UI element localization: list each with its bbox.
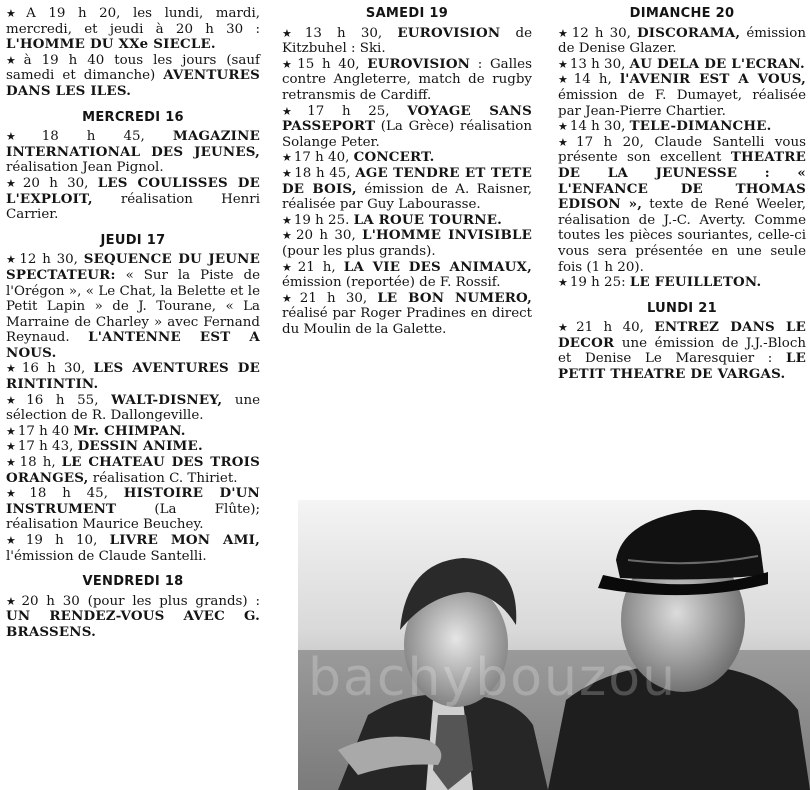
listing-entry: ★ 21 h 40, ENTREZ DANS LE DECOR une émission de J.J.-Bloch et Denise Le Maresquier : LE PETIT THEATRE DE VARGAS.: [558, 319, 806, 383]
star-icon: ★: [6, 53, 22, 67]
listing-entry: ★ 20 h 30, L'HOMME INVISIBLE (pour les plus grands).: [282, 227, 532, 259]
program-title: UN RENDEZ-VOUS AVEC G. BRASSENS.: [6, 608, 260, 640]
column-3: [558, 6, 806, 383]
listing-entry: ★ 15 h 40, EUROVISION : Galles contre Angleterre, match de rugby retransmis de Cardiff.: [282, 55, 532, 103]
star-icon: ★: [6, 7, 25, 20]
day-heading-dimanche: DIMANCHE 20: [629, 6, 735, 21]
listing-entry: ★ 20 h 30, LES COULISSES DE L'EXPLOIT, réalisation Henri Carrier.: [6, 174, 260, 223]
day-heading-jeudi: JEUDI 17: [100, 232, 166, 248]
star-icon: ★: [558, 26, 570, 40]
day-heading-mercredi: MERCREDI 16: [82, 109, 184, 125]
listing-entry: ★ A 19 h 20, les lundi, mardi, mercredi, et jeudi à 20 h 30 : L'HOMME DU XXe SIECLE.: [6, 6, 260, 53]
listing-entry: ★ 13 h 30, AU DELA DE L'ECRAN.: [558, 55, 805, 72]
listing-entry: ★ 14 h 30, TELE-DIMANCHE.: [558, 118, 772, 135]
program-title: THEATRE DE LA JEUNESSE : « L'ENFANCE DE THOMAS EDISON »,: [558, 149, 806, 213]
star-icon: ★: [282, 260, 296, 274]
program-title: LA VIE DES ANIMAUX,: [343, 258, 532, 275]
star-icon: ★: [6, 424, 16, 438]
program-title: LE CHATEAU DES TROIS ORANGES,: [6, 454, 260, 486]
program-title: WALT-DISNEY,: [111, 391, 223, 408]
star-icon: ★: [558, 135, 575, 149]
program-title: TELE-DIMANCHE.: [629, 118, 772, 135]
star-icon: ★: [282, 57, 296, 71]
star-icon: ★: [282, 104, 306, 118]
star-icon: ★: [282, 26, 303, 40]
program-title: LES AVENTURES DE RINTINTIN.: [6, 360, 260, 393]
listing-entry: ★ 18 h 45, MAGAZINE INTERNATIONAL DES JEUNES, réalisation Jean Pignol.: [6, 128, 260, 176]
star-icon: ★: [558, 120, 568, 134]
star-icon: ★: [6, 130, 40, 144]
program-title: ENTREZ DANS LE DECOR: [558, 319, 806, 351]
listing-entry: ★ 12 h 30, DISCORAMA, émission de Denise Glazer.: [558, 24, 806, 57]
photo-illustration: [298, 500, 810, 790]
star-icon: ★: [6, 440, 16, 454]
program-title: Mr. CHIMPAN.: [73, 422, 186, 439]
program-title: L'HOMME DU XXe SIECLE.: [6, 36, 216, 53]
program-title: LE BON NUMERO,: [377, 289, 532, 306]
star-icon: ★: [6, 594, 20, 608]
program-title: HISTOIRE D'UN INSTRUMENT: [6, 485, 260, 517]
day-heading-samedi: SAMEDI 19: [365, 6, 449, 21]
program-title: AVENTURES DANS LES ILES.: [6, 67, 260, 99]
star-icon: ★: [558, 73, 572, 87]
listing-entry: ★ à 19 h 40 tous les jours (sauf samedi et dimanche) AVENTURES DANS LES ILES.: [6, 52, 260, 99]
program-title: L'ANTENNE EST A NOUS.: [6, 329, 260, 361]
program-title: DESSIN ANIME.: [77, 438, 203, 455]
day-heading-lundi: LUNDI 21: [647, 300, 717, 316]
program-title: EUROVISION: [367, 55, 471, 72]
listing-entry: ★ 21 h 30, LE BON NUMERO, réalisé par Roger Pradines en direct du Moulin de la Galette.: [282, 289, 532, 337]
day-heading-vendredi: VENDREDI 18: [82, 574, 184, 590]
star-icon: ★: [282, 291, 298, 305]
star-icon: ★: [6, 534, 24, 547]
star-icon: ★: [558, 321, 575, 335]
listing-entry: ★ 19 h 25: LE FEUILLETON.: [558, 274, 762, 291]
star-icon: ★: [6, 253, 18, 267]
column-1: [6, 6, 260, 641]
star-icon: ★: [6, 362, 20, 376]
star-icon: ★: [6, 393, 25, 407]
column-2: [282, 6, 532, 337]
star-icon: ★: [6, 176, 21, 190]
star-icon: ★: [282, 229, 294, 243]
listing-entry: ★ 19 h 10, LIVRE MON AMI, l'émission de Claude Santelli.: [6, 532, 260, 564]
program-title: CONCERT.: [353, 149, 435, 166]
listing-entry: ★ 16 h 30, LES AVENTURES DE RINTINTIN.: [6, 360, 260, 393]
listing-entry: ★ 19 h 25. LA ROUE TOURNE.: [282, 211, 502, 228]
star-icon: ★: [558, 276, 568, 290]
listing-entry: ★ 17 h 20, Claude Santelli vous présente son excellent THEATRE DE LA JEUNESSE : « L'ENFANCE DE THOMAS EDISON », texte de René Weeler, réalisation de J.-C. Averty. Comme toutes les pièces souriantes, celle-ci vous sera présentée en une seule fois (1 h 20).: [558, 134, 806, 275]
program-title: AGE TENDRE ET TETE DE BOIS,: [282, 164, 532, 197]
program-title: SEQUENCE DU JEUNE SPECTATEUR:: [6, 251, 260, 283]
star-icon: ★: [6, 487, 28, 501]
listing-entry: ★ 18 h 45, HISTOIRE D'UN INSTRUMENT (La Flûte); réalisation Maurice Beuchey.: [6, 485, 260, 533]
program-title: LE FEUILLETON.: [629, 274, 762, 291]
listing-entry: ★ 17 h 40, CONCERT.: [282, 149, 435, 166]
listing-entry: ★ 17 h 25, VOYAGE SANS PASSEPORT (La Grèce) réalisation Solange Peter.: [282, 102, 532, 150]
listing-entry: ★ 16 h 55, WALT-DISNEY, une sélection de R. Dallongeville.: [6, 391, 260, 424]
star-icon: ★: [6, 456, 18, 470]
listing-entry: ★ 12 h 30, SEQUENCE DU JEUNE SPECTATEUR: « Sur la Piste de l'Orégon », « Le Chat, la Belette et le Petit Lapin » de J. Tourane, « La Marraine de Charley » avec Fernand Reynaud. L'ANTENNE EST A NOUS.: [6, 251, 260, 361]
star-icon: ★: [558, 57, 568, 71]
listing-entry: ★ 18 h, LE CHATEAU DES TROIS ORANGES, réalisation C. Thiriet.: [6, 454, 260, 486]
program-title: LE PETIT THEATRE DE VARGAS.: [558, 350, 806, 383]
program-title: LES COULISSES DE L'EXPLOIT,: [6, 174, 260, 207]
program-title: VOYAGE SANS PASSEPORT: [282, 102, 532, 135]
program-title: LA ROUE TOURNE.: [353, 211, 502, 228]
listing-entry: ★ 17 h 43, DESSIN ANIME.: [6, 438, 203, 455]
program-title: MAGAZINE INTERNATIONAL DES JEUNES,: [6, 128, 260, 160]
listing-entry: ★ 13 h 30, EUROVISION de Kitzbuhel : Ski.: [282, 24, 532, 57]
star-icon: ★: [282, 151, 292, 165]
program-title: L'HOMME INVISIBLE: [362, 227, 532, 244]
program-title: AU DELA DE L'ECRAN.: [629, 55, 805, 72]
star-icon: ★: [282, 213, 292, 227]
watermark: bachybouzou: [308, 648, 678, 708]
listing-entry: ★ 17 h 40 Mr. CHIMPAN.: [6, 422, 186, 439]
program-title: LIVRE MON AMI,: [109, 532, 260, 548]
listing-entry: ★ 14 h, l'AVENIR EST A VOUS, émission de F. Dumayet, réalisée par Jean-Pierre Chartier.: [558, 71, 806, 119]
photo-boy-and-old-man: [298, 500, 810, 790]
listing-entry: ★ 20 h 30 (pour les plus grands) : UN RENDEZ-VOUS AVEC G. BRASSENS.: [6, 593, 260, 640]
listing-entry: ★ 18 h 45, AGE TENDRE ET TETE DE BOIS, émission de A. Raisner, réalisée par Guy Labourasse.: [282, 164, 533, 213]
star-icon: ★: [282, 166, 293, 180]
program-title: EUROVISION: [397, 24, 501, 41]
listing-entry: ★ 21 h, LA VIE DES ANIMAUX, émission (reportée) de F. Rossif.: [282, 258, 532, 291]
program-title: DISCORAMA,: [637, 24, 741, 41]
program-title: l'AVENIR EST A VOUS,: [619, 71, 806, 88]
